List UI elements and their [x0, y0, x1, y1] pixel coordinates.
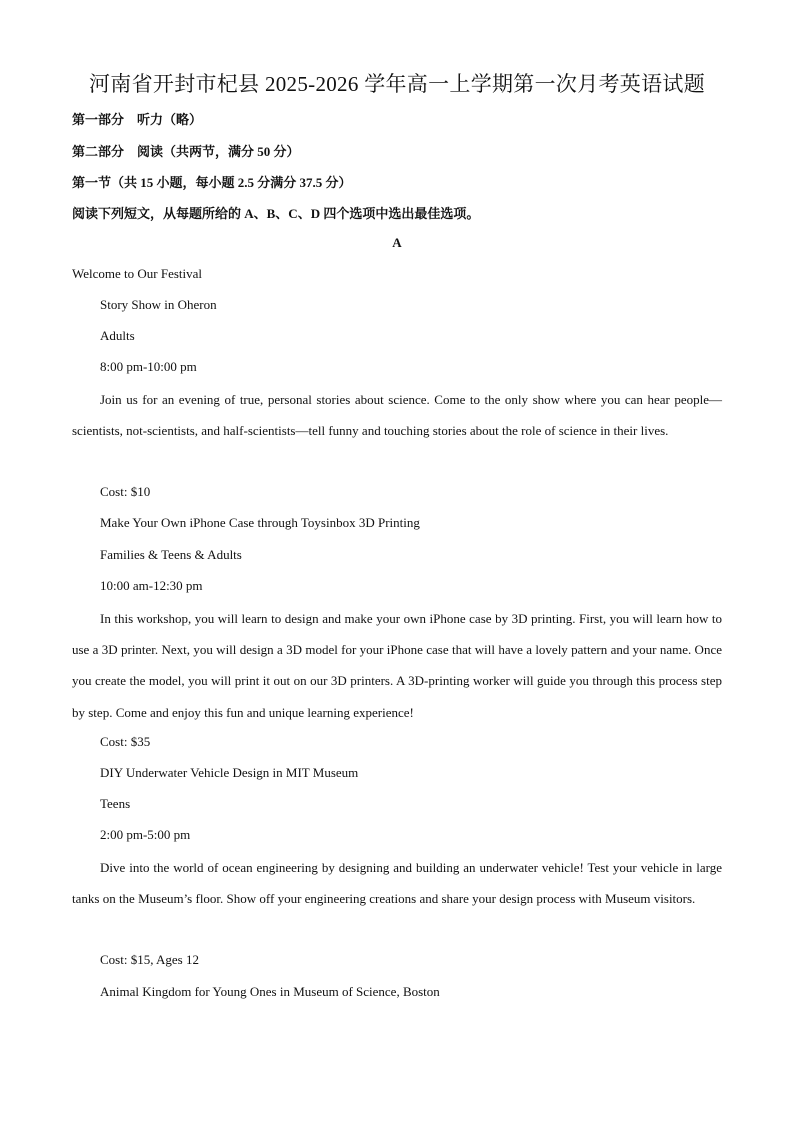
- event-time: 2:00 pm-5:00 pm: [100, 827, 191, 842]
- event-time: 10:00 am-12:30 pm: [100, 578, 203, 593]
- event-name: Animal Kingdom for Young Ones in Museum of Science, Boston: [100, 984, 440, 999]
- page-title: 河南省开封市杞县 2025-2026 学年高一上学期第一次月考英语试题: [89, 72, 705, 96]
- event-cost: Cost: $15, Ages 12: [100, 952, 199, 967]
- event-name: Make Your Own iPhone Case through Toysinbox 3D Printing: [100, 515, 420, 530]
- event-description: In this workshop, you will learn to design and make your own iPhone case by 3D printing. First, you will learn how to use a 3D printer. Next, you will design a 3D model for your iPhone case that will have a lovely pattern and your name. Once you create the model, you will print it out on our 3D printers. A 3D-printing worker will guide you through this process step by step. Come and enjoy this fun and unique learning experience!: [72, 611, 722, 720]
- instruction-text: 阅读下列短文，从每题所给的 A、B、C、D 四个选项中选出最佳选项。: [72, 206, 480, 221]
- welcome-heading: Welcome to Our Festival: [72, 266, 203, 281]
- event-cost: Cost: $10: [100, 484, 151, 499]
- event-audience: Teens: [100, 796, 131, 811]
- event-audience: Families & Teens & Adults: [100, 547, 242, 562]
- part-two-heading: 第二部分 阅读（共两节，满分 50 分）: [72, 144, 300, 159]
- event-name: Story Show in Oheron: [100, 297, 217, 312]
- event-description: Dive into the world of ocean engineering by designing and building an underwater vehicle! Test your vehicle in large tanks on the Museum’s floor. Show off your engineering creations and share your design process with Museum visitors.: [72, 860, 722, 907]
- part-one-heading: 第一部分 听力（略）: [72, 112, 203, 127]
- passage-label: A: [392, 235, 402, 250]
- event-audience: Adults: [100, 328, 135, 343]
- section-one-heading: 第一节（共 15 小题，每小题 2.5 分满分 37.5 分）: [72, 175, 352, 190]
- event-time: 8:00 pm-10:00 pm: [100, 359, 197, 374]
- event-cost: Cost: $35: [100, 734, 151, 749]
- event-description: Join us for an evening of true, personal stories about science. Come to the only show where you can hear people—scientists, not-scientists, and half-scientists—tell funny and touching stories about the role of science in their lives.: [72, 392, 722, 439]
- event-name: DIY Underwater Vehicle Design in MIT Museum: [100, 765, 359, 780]
